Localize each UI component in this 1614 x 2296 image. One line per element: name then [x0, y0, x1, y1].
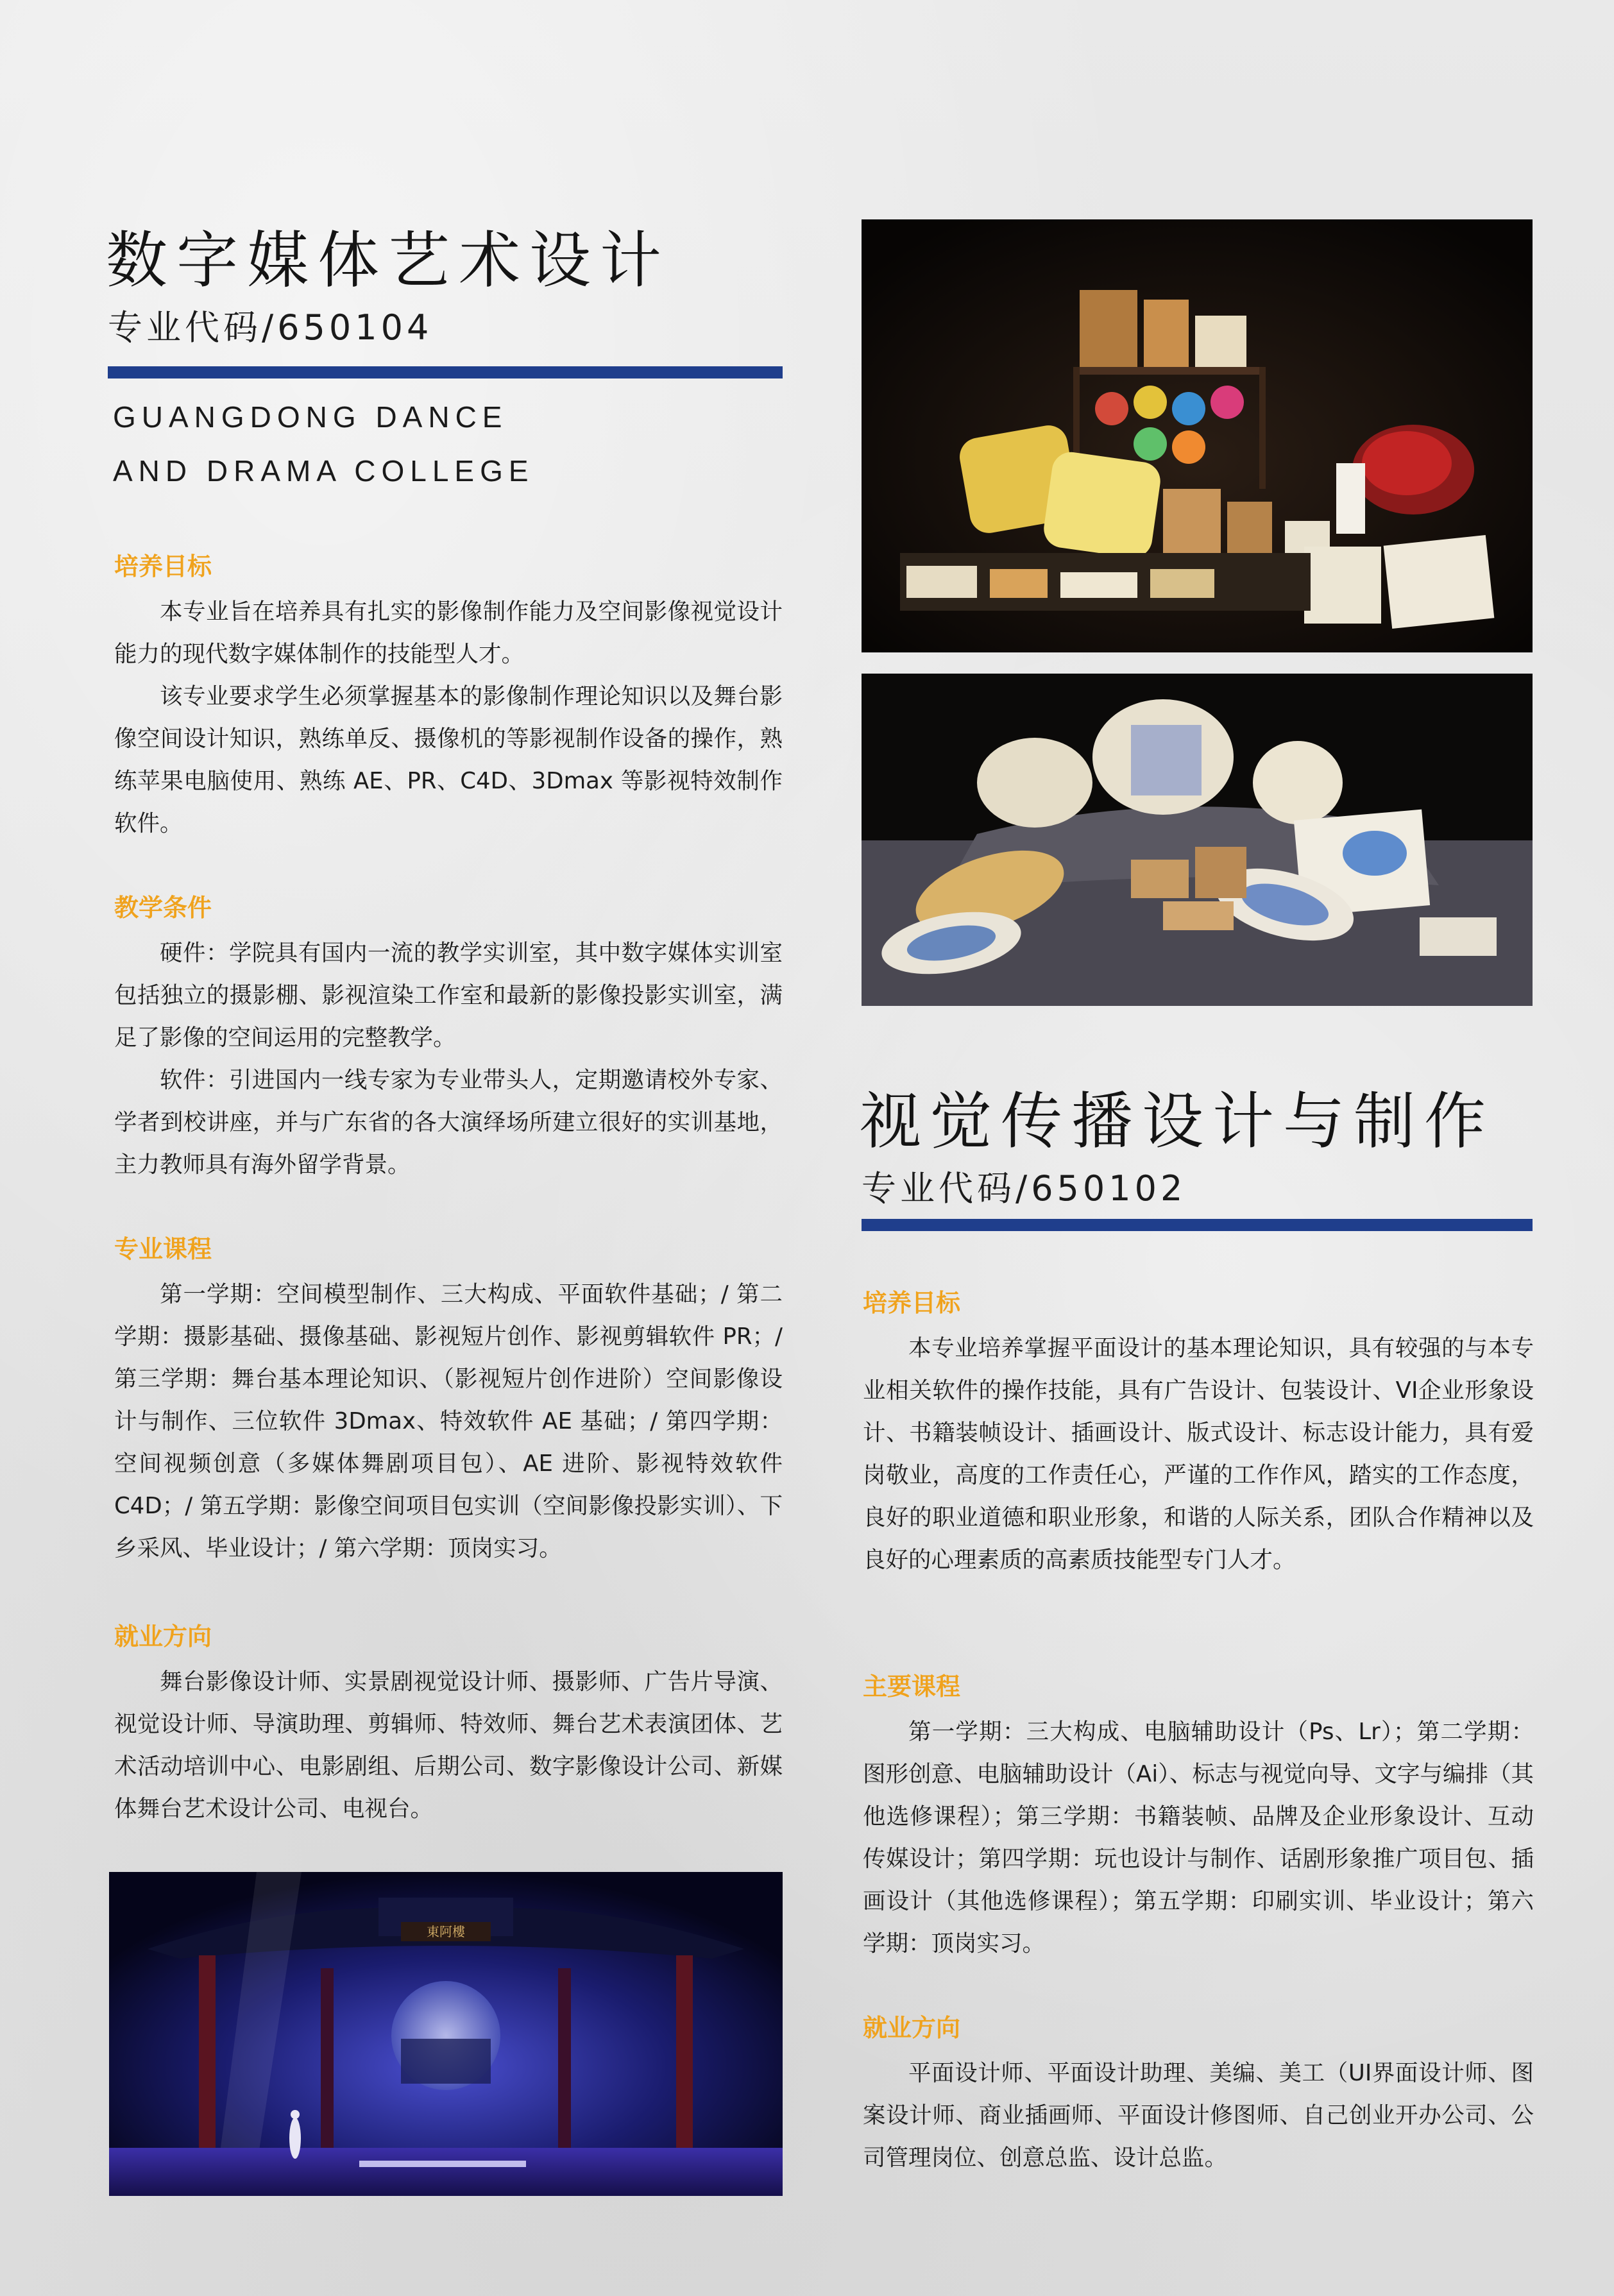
section-heading: 就业方向 [114, 1622, 212, 1651]
section-heading: 就业方向 [863, 2014, 961, 2042]
left-major-code: 专业代码/650104 [108, 307, 433, 348]
paragraph: 舞台影像设计师、实景剧视觉设计师、摄影师、广告片导演、视觉设计师、导演助理、剪辑师、特效师、舞台艺术表演团体、艺术活动培训中心、电影剧组、后期公司、数字影像设计公司、新媒体舞台艺术设计公司、电视台。 [114, 1669, 783, 1822]
college-name-en-line2: AND DRAMA COLLEGE [113, 454, 534, 488]
section-heading: 主要课程 [863, 1672, 961, 1701]
product-photo-1-graphic [862, 219, 1533, 652]
paragraph: 第一学期：空间模型制作、三大构成、平面软件基础；/ 第二学期：摄影基础、摄像基础、影视短片创作、影视剪辑软件 PR；/ 第三学期：舞台基本理论知识、（影视短片创作进阶）空间影像设计与制作、三位软件 3Dmax、特效软件 AE 基础；/ 第四学期：空间视频创意（多媒体舞剧项目包）、AE 进阶、影视特效软件 C4D；/ 第五学期：影像空间项目包实训（空间影像投影实训）、下乡采风、毕业设计；/ 第六学期：顶岗实习。 [114, 1281, 783, 1561]
paragraph: 第一学期：三大构成、电脑辅助设计（Ps、Lr）；第二学期：图形创意、电脑辅助设计（Ai）、标志与视觉向导、文字与编排（其他选修课程）；第三学期：书籍装帧、品牌及企业形象设计、互动传媒设计；第四学期：玩也设计与制作、话剧形象推广项目包、插画设计（其他选修课程）；第五学期：印刷实训、毕业设计；第六学期：顶岗实习。 [863, 1719, 1534, 1957]
product-photo-1 [862, 219, 1533, 652]
paragraph: 平面设计师、平面设计助理、美编、美工（UI界面设计师、图案设计师、商业插画师、平面设计修图师、自己创业开办公司、公司管理岗位、创意总监、设计总监。 [863, 2060, 1534, 2171]
paragraph: 本专业培养掌握平面设计的基本理论知识，具有较强的与本专业相关软件的操作技能，具有广告设计、包装设计、VI企业形象设计、书籍装帧设计、插画设计、版式设计、标志设计能力，具有爱岗敬业，高度的工作责任心，严谨的工作作风，踏实的工作态度，良好的职业道德和职业形象，和谐的人际关系，团队合作精神以及良好的心理素质的高素质技能型专门人才。 [863, 1335, 1534, 1573]
college-name-en [113, 390, 534, 498]
paragraph: 本专业旨在培养具有扎实的影像制作能力及空间影像视觉设计能力的现代数字媒体制作的技能型人才。 [114, 599, 783, 667]
section-heading: 培养目标 [863, 1289, 961, 1317]
right-section-courses [863, 1667, 1534, 1965]
left-section-conditions [114, 888, 783, 1186]
paragraph: 该专业要求学生必须掌握基本的影像制作理论知识以及舞台影像空间设计知识，熟练单反、摄像机的等影视制作设备的操作，熟练苹果电脑使用、熟练 AE、PR、C4D、3Dmax 等影视特效制作软件。 [114, 683, 783, 837]
left-major-title: 数字媒体艺术设计 [106, 225, 670, 296]
section-heading: 专业课程 [114, 1235, 212, 1263]
right-major-code: 专业代码/650102 [862, 1168, 1187, 1209]
left-section-careers [114, 1617, 783, 1830]
paragraph: 软件：引进国内一线专家为专业带头人，定期邀请校外专家、学者到校讲座，并与广东省的各大演绎场所建立很好的实训基地，主力教师具有海外留学背景。 [114, 1067, 783, 1178]
right-section-careers [863, 2008, 1534, 2179]
section-heading: 培养目标 [114, 552, 212, 581]
product-photo-2-graphic [862, 674, 1533, 1006]
left-title-rule [108, 366, 783, 378]
paragraph: 硬件：学院具有国内一流的教学实训室，其中数字媒体实训室包括独立的摄影棚、影视渲染工作室和最新的影像投影实训室，满足了影像的空间运用的完整教学。 [114, 940, 783, 1051]
right-major-title: 视觉传播设计与制作 [860, 1085, 1495, 1157]
right-title-rule [862, 1219, 1533, 1231]
left-section-goal [114, 547, 783, 845]
right-section-goal [863, 1283, 1534, 1581]
stage-photo [109, 1872, 783, 2196]
left-section-courses [114, 1229, 783, 1570]
stage-sign-text: 東阿樓 [427, 1924, 465, 1939]
stage-photo-graphic [109, 1872, 783, 2196]
section-heading: 教学条件 [114, 894, 212, 922]
college-name-en-line1: GUANGDONG DANCE [113, 400, 508, 434]
product-photo-2 [862, 674, 1533, 1006]
